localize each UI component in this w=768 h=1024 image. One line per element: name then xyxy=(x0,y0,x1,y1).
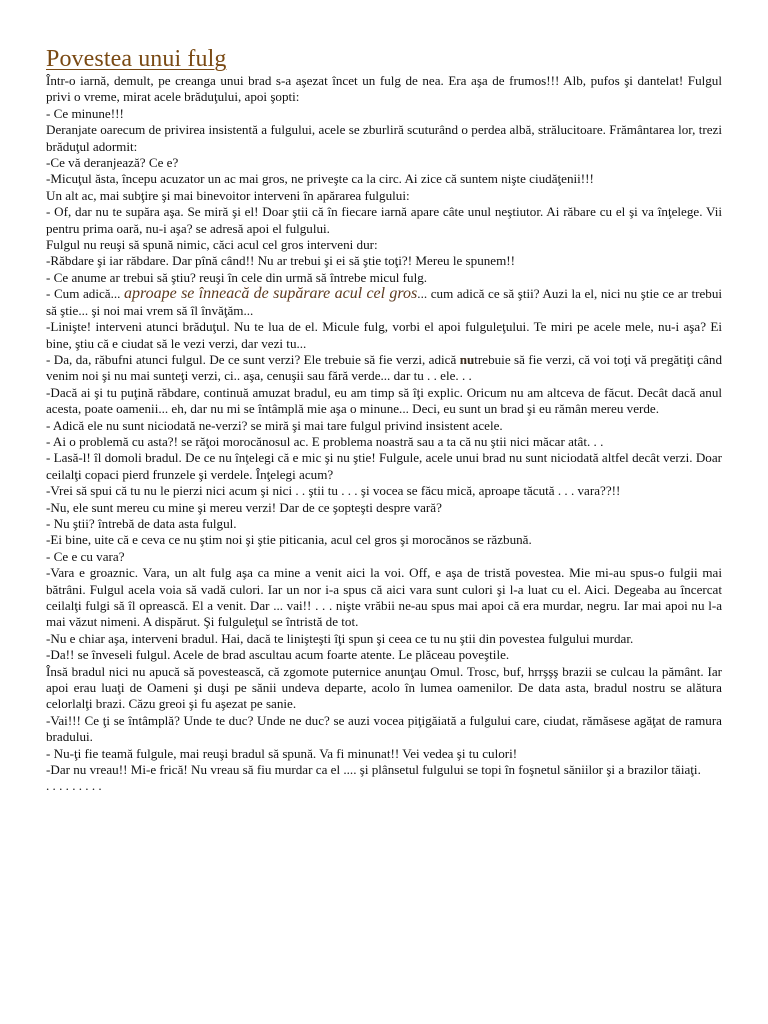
paragraph: -Nu e chiar aşa, interveni bradul. Hai, dacă te linişteşti îţi spun şi ceea ce tu nu ştii din povestea fulgului murdar. xyxy=(46,630,634,646)
paragraph-text: - Da, da, răbufni atunci fulgul. De ce sunt verzi? Ele trebuie să fie verzi, adică xyxy=(46,351,460,367)
paragraph: -Micuţul ăsta, începu acuzator un ac mai gros, ne priveşte ca la circ. Ai zice că suntem nişte ciudăţenii!!! xyxy=(46,171,594,187)
story-body xyxy=(46,73,722,795)
paragraph: Într-o iarnă, demult, pe creanga unui brad s-a aşezat încet un fulg de nea. Era aşa de frumos!!! Alb, pufos şi dantelat! Fulgul privi o vreme, mirat acele brăduţului, apoi şopti: xyxy=(46,73,722,105)
paragraph: -Nu, ele sunt mereu cu mine şi mereu verzi! Dar de ce şopteşti despre vară? xyxy=(46,499,442,515)
paragraph xyxy=(46,286,722,319)
paragraph: -Vrei să spui că tu nu le pierzi nici acum şi nici . . ştii tu . . . şi vocea se făcu mică, aproape tăcută . . . vara??!! xyxy=(46,483,621,499)
paragraph: - Adică ele nu sunt niciodată ne-verzi? se miră şi mai tare fulgul privind insistent acele. xyxy=(46,417,503,433)
paragraph: -Linişte! interveni atunci brăduţul. Nu te lua de el. Micule fulg, vorbi el apoi fulguleţului. Te miri pe acele mele, nu-i aşa? Ei bine, ştiu că e ciudat să le vezi verzi, dar vezi tu... xyxy=(46,319,722,351)
paragraph: -Vai!!! Ce ţi se întâmplă? Unde te duc? Unde ne duc? se auzi vocea piţigăiată a fulgului care, ciudat, rămăsese agăţat de ramura bradului. xyxy=(46,712,722,745)
paragraph: - Nu ştii? întrebă de data asta fulgul. xyxy=(46,515,237,531)
paragraph: -Dar nu vreau!! Mi-e frică! Nu vreau să fiu murdar ca el .... şi plânsetul fulgului se topi în foşnetul săniilor şi a brazilor tăiaţi. xyxy=(46,762,701,778)
paragraph: - Nu-ţi fie teamă fulgule, mai reuşi bradul să spună. Va fi minunat!! Vei vedea şi tu culori! xyxy=(46,745,518,761)
paragraph: -Da!! se înveseli fulgul. Acele de brad ascultau acum foarte atente. Le plăceau poveştile. xyxy=(46,647,510,663)
paragraph: - Lasă-l! îl domoli bradul. De ce nu înţelegi că e mic şi nu ştie! Fulgule, acele unui brad nu sunt niciodată altfel decât verzi. Doar ceilalţi copaci pierd frunzele şi verdele. Înţelegi acum? xyxy=(46,450,722,482)
paragraph: -Dacă ai şi tu puţină răbdare, continuă amuzat bradul, eu am timp să îţi explic. Oricum nu am altceva de făcut. Decât dacă anul acesta, poate oamenii... eh, dar nu mi se întâmplă mie aşa o minune... Deci, eu sunt un brad şi eu rămân mereu verde. xyxy=(46,384,722,417)
paragraph: Deranjate oarecum de privirea insistentă a fulgului, acele se zburliră scuturând o perdea albă, strălucitoare. Frământarea lor, trezi brăduţul adormit: xyxy=(46,122,722,154)
paragraph: - Ce anume ar trebui să ştiu? reuşi în cele din urmă să întrebe micul fulg. xyxy=(46,269,428,285)
document-page xyxy=(46,46,722,795)
paragraph-text: ... cum adică ce să ştii? Auzi la el, nici nu ştie ce ar trebui să ştie... şi noi mai vrem să îl învăţăm... xyxy=(46,286,723,318)
paragraph: . . . . . . . . . xyxy=(46,778,102,794)
paragraph: Fulgul nu reuşi să spună nimic, căci acul cel gros interveni dur: xyxy=(46,237,378,253)
paragraph xyxy=(46,352,722,385)
paragraph: -Răbdare şi iar răbdare. Dar pînă când!! Nu ar trebui şi ei să ştie toţi?! Mereu le spunem!! xyxy=(46,253,516,269)
paragraph: - Of, dar nu te supăra aşa. Se miră şi el! Doar ştii că în fiecare iarnă apare câte unul neştiutor. Ai răbare cu el şi va înţelege. Vii pentru prima oară, nu-i aşa? se adresă apoi el fulgului. xyxy=(46,204,722,236)
paragraph-text: trebuie să fie verzi, că voi toţi vă pregătiţi când venim noi şi nu mai sunteţi verzi, ci.. aşa, cenuşii sau fără verde... dar tu . . ele. . . xyxy=(46,351,722,384)
paragraph: - Ce e cu vara? xyxy=(46,548,125,564)
paragraph: Însă bradul nici nu apucă să povestească, că zgomote puternice anunţau Omul. Trosc, buf, hrrşşş brazii se culcau la pământ. Iar apoi erau luaţi de Oameni şi duşi pe sănii undeva departe, acolo în lumea oamenilor. De data asta, bradul nostru se alătura celorlalţi brazi. Căzu greoi şi fu aşezat pe sanie. xyxy=(46,663,722,712)
emphasized-text: nu xyxy=(459,351,475,367)
paragraph: -Vara e groaznic. Vara, un alt fulg aşa ca mine a venit aici la voi. Off, e aşa de tristă povestea. Mie mi-au spus-o fulgii mai bătrâni. Fulgul acela voia să vadă culori. Iar un nor i-a spus că aici vara sunt culori şi l-a luat cu el. Aici. Degeaba au încercat ceilalţi fulgi să îl oprească. El a venit. Dar ... vai!! . . . nişte vrăbii ne-au spus mai apoi că era murdar, negru. Iar mai apoi nu l-a mai văzut nimeni. A dispărut. Şi fulguleţul se întristă de tot. xyxy=(46,565,722,630)
paragraph: -Ei bine, uite că e ceva ce nu ştim noi şi ştie piticania, acul cel gros şi morocănos se răzbună. xyxy=(46,532,532,548)
paragraph: - Ai o problemă cu asta?! se răţoi morocănosul ac. E problema noastră sau a ta că nu ştii nici măcar atât. . . xyxy=(46,433,604,449)
paragraph: Un alt ac, mai subţire şi mai binevoitor interveni în apărarea fulgului: xyxy=(46,187,410,203)
emphasized-text: aproape se înneacă de supărare acul cel gros xyxy=(124,285,418,303)
paragraph: -Ce vă deranjează? Ce e? xyxy=(46,155,179,171)
paragraph-text: - Cum adică... xyxy=(46,286,125,302)
paragraph: - Ce minune!!! xyxy=(46,105,124,121)
story-title: Povestea unui fulg xyxy=(46,46,227,72)
